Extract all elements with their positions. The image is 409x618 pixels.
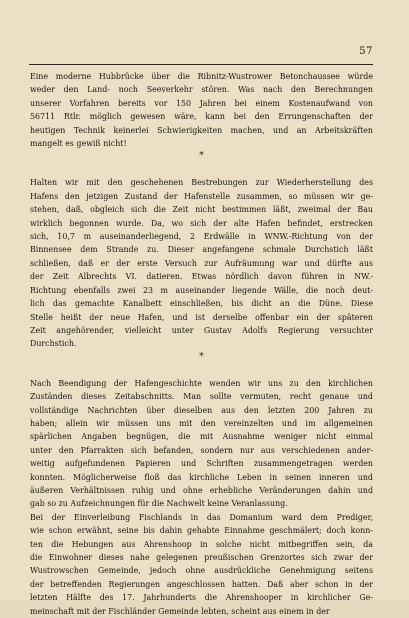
text-line: weder den Land- noch Seeverkehr stören. Was nach den Berechnungen (30, 85, 373, 95)
text-line: gab so zu Aufzeichnungen für die Nachwelt keine Veranlassung. (30, 499, 288, 509)
text-line: wie schon erwähnt, seine bis dahin gehabte Einnahme geschmälert; doch konn- (30, 526, 373, 536)
text-line: die Einwohner dieses nahe gelegenen preußischen Grenzortes sich zwar der (30, 553, 373, 562)
text-line: vollständige Nachrichten über dieselben aus den letzten 200 Jahren zu (30, 405, 373, 415)
text-line: Binnensee dem Strande zu. Dieser angefangene schmale Durchstich läßt (30, 245, 373, 255)
spacer (30, 163, 373, 176)
text-line: letzten Hälfte des 17. Jahrhunderts die Ahrenshooper in kirchlicher Ge- (30, 593, 373, 603)
text-line: Eine moderne Hubbrücke über die Ribnitz-Wustrower Betonchaussee würde (30, 72, 373, 81)
text-line: Durchstich. (30, 339, 77, 349)
text-line: ten die Hebungen aus Ahrenshoop in solche nicht mitbegriffen sein, da (30, 539, 373, 549)
text-line: Zeit angehörender, vielleicht unter Gustav Adolfs Regierung versuchter (30, 325, 373, 335)
header-rule (29, 64, 373, 65)
spacer (30, 364, 373, 377)
text-line: heutigen Technik keinerlei Schwierigkeiten machen, und an Arbeitskräften (30, 125, 373, 135)
text-line: mangelt es gewiß nicht! (30, 139, 127, 149)
text-line: lich das gemachte Kanalbett einschließen, bis dicht an die Düne. Diese (30, 299, 373, 309)
paragraph-hubbruecke (30, 70, 373, 150)
text-line: meinschaft mit der Fischländer Gemeinde lebten, scheint aus einem in der (30, 606, 330, 616)
text-line: spärlichen Angaben begnügen, die mit Ausnahme weniger nicht einmal (30, 432, 373, 442)
text-line: Halten wir mit den geschehenen Bestrebungen zur Wiederherstellung des (30, 178, 373, 188)
text-line: Zuständen dieses Zeitabschnitts. Man sollte vermuten, recht genaue und (30, 392, 373, 402)
text-line: haben; allein wir müssen uns mit den vereinzelten und im allgemeinen (30, 418, 373, 428)
text-line: Bei der Einverleibung Fischlands in das Domanium ward dem Prediger, (30, 512, 373, 522)
paragraph-hafen (30, 176, 373, 350)
text-line: Wustrowschen Gemeinde, jedoch ohne ausdrückliche Genehmigung seitens (30, 566, 373, 576)
text-line: der Zeit Albrechts VI. datieren. Etwas nördlich davon führen in NW.- (30, 272, 373, 282)
text-line: stehen, daß, obgleich sich die Zeit nicht bestimmen läßt, zweimal der Bau (30, 205, 373, 215)
text-line: unter den Pfarrakten sich befanden, sondern nur aus verschiedenen ander- (30, 445, 373, 455)
text-line: sich, 10,7 m auseinanderliegend, 2 Erdwälle in WNW.-Richtung von der (30, 232, 373, 242)
text-line: wirklich begonnen wurde. Da, wo sich der alte Hafen befindet, erstrecken (30, 218, 373, 228)
text-line: unserer Vorfahren bereits vor 150 Jahren bei einem Kostenaufwand von (30, 98, 373, 108)
section-separator: * (199, 351, 204, 362)
paragraph-kirchliche-zustaende (30, 377, 373, 618)
body-text (30, 70, 373, 618)
text-line: schließen, daß er der erste Versuch zur Aufräumung war und dürfte aus (30, 258, 373, 268)
text-line: äußeren Verhältnissen ruhig und ohne erhebliche Veränderungen dahin und (30, 485, 373, 495)
text-line: Nach Beendigung der Hafengeschichte wenden wir uns zu den kirchlichen (30, 378, 373, 388)
section-separator: * (199, 151, 204, 162)
text-line: Richtung ebenfalls zwei 23 m auseinander liegende Wälle, die noch deut- (30, 285, 373, 295)
text-line: 56711 Rtlr. möglich gewesen wäre, kann bei den Errungenschaften der (30, 112, 373, 122)
page-number: 57 (359, 46, 373, 57)
text-line: Stelle heißt der neue Hafen, und ist derselbe offenbar ein der späteren (30, 312, 373, 322)
text-line: konnten. Möglicherweise floß das kirchliche Leben in seinen inneren und (30, 472, 373, 482)
text-line: der betreffenden Regierungen angeschlossen hatten. Daß aber schon in der (30, 579, 373, 589)
text-line: Hafens den jetzigen Zustand der Hafenstelle zusammen, so müssen wir ge- (30, 191, 373, 201)
text-line: weitig aufgefundenen Papieren und Schriften zusammengetragen werden (30, 459, 373, 469)
